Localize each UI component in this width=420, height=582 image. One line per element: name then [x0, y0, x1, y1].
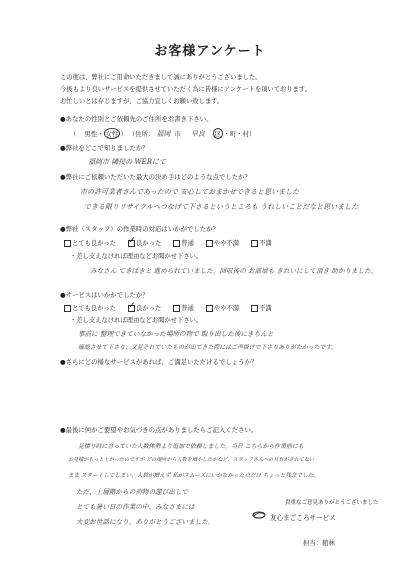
q1-question: ●あなたの性別とご依頼先のご住所をお書き下さい。 [60, 115, 213, 123]
q1-paren-open: （ [70, 130, 77, 138]
q4-option-box[interactable] [206, 240, 213, 247]
q5-reason-1: 事前に 整理できていなかった場所の物で 取り出した後にきちんと [78, 330, 274, 338]
q1-paren-close: ） [120, 130, 127, 138]
intro-line-2: 今後もより良いサービスを提供させていただく為に皆様にアンケートを頂いております。 [60, 86, 311, 93]
q2-answer: 福岡市 隣接の WEBにて [88, 158, 166, 166]
q4-option-box[interactable] [173, 240, 180, 247]
q4-option-label: 不満 [259, 240, 272, 247]
q5-option-label: 普通 [181, 305, 194, 312]
q4-option-box[interactable] [64, 240, 71, 247]
q5-option-label: 良かった [136, 305, 162, 312]
q4-question: ●弊社（スタッフ）の作業時の対応はいかがでしたか？ [60, 225, 219, 233]
q5-options [64, 303, 282, 312]
praise-note: 貴重なご意見ありがとうございました [285, 500, 379, 506]
q4-option-label: とても良かった [72, 240, 117, 247]
q3-answer-2: できる限りリサイクルへつなげて下さるというところも うれしいことだなと思いました [84, 203, 359, 211]
q4-option-label: 良かった [136, 240, 162, 247]
staff-name: 館林 [322, 539, 335, 547]
q3-answer-1: 市の許可業者さんであったので 安心しておまかせできると思いました [80, 188, 300, 196]
q5-option-box[interactable] [251, 305, 258, 312]
q5-option-label: とても良かった [72, 305, 117, 312]
q7-question: ●最後に何かご要望やお気づきの点がありましたらご記入ください。 [60, 426, 258, 434]
q6-question: ●さらにどの様なサービスがあれば、ご満足いただけるでしょうか？ [60, 358, 258, 366]
q1-dot: ・ [97, 130, 104, 138]
intro-line-1: この度は、弊社にご用命いただきまして誠にありがとうございました。 [60, 74, 262, 81]
q7-line-2: お見積がもっと上がったのですが どの場所から人数を増やしたかなど、スタッフさんへの共有がされてない [68, 457, 315, 463]
q5-option-label: 不満 [259, 305, 272, 312]
q5-option-box-checked[interactable] [128, 305, 135, 312]
q5-option-box[interactable] [173, 305, 180, 312]
q1-male: 男性 [84, 130, 98, 138]
q1-female-circled: 女性 [105, 130, 119, 138]
q1-town-village: ・町・村） [223, 130, 256, 138]
q5-option-label: やや不満 [213, 305, 240, 312]
q1-ward-suffix-circled: 区 [214, 130, 222, 138]
q5-option-box[interactable] [206, 305, 213, 312]
q4-reason-label: ・差し支えなければ理由などお聞かせ下さい。 [70, 253, 203, 260]
q7-line-3: まま スタートしてしまい、人数が増えず 私がスムーズにいかなかった点だけ ちょっと残念でした。 [68, 473, 319, 479]
q4-option-box-checked[interactable] [128, 240, 135, 247]
staff-line [303, 538, 335, 547]
q4-options [64, 238, 282, 247]
q7-line-5: とても暑い日の作業の中、みなさまには [76, 503, 195, 511]
q1-answer-row [70, 128, 255, 139]
q2-question: ●弊社をどこで知りましたか？ [60, 144, 149, 152]
q5-option-box[interactable] [64, 305, 71, 312]
company-name: 友心まごころサービス [270, 514, 336, 522]
q4-option-label: やや不満 [213, 240, 240, 247]
q3-question: ●弊社にご依頼いただいた最大の決め手はどのような点でしたか？ [60, 173, 251, 181]
survey-title: お客様アンケート [154, 44, 266, 59]
q7-line-1: 見積り時に言っていた人数体勢より追加で依頼しました。当日 こちらから作業前にも [78, 444, 304, 450]
q1-city-suffix: 市 [174, 130, 181, 138]
q1-address-label: （住所： [128, 130, 155, 138]
q1-prefecture: 福岡 [156, 130, 171, 138]
q1-ward: 早良 [190, 130, 205, 138]
q5-question: ●サービスはいかがでしたか？ [60, 291, 149, 299]
q5-reason-2: 確認させて下さり、又見それていたものが出てきた際にはご声掛けで下さりありがたかったです。 [78, 345, 337, 351]
q4-reason: みなさん てきぱきと 進められていました。回収後の お部屋も きれいにして頂き 助かりました。 [90, 267, 378, 275]
q7-line-6: 大変お世話になり、ありがとうございました。 [76, 518, 215, 526]
q7-line-4: ただ、上層階からの荷物の運び出しで [76, 488, 189, 496]
intro-line-3: お忙しいとは存じますが、ご協力宜しくお願い致します。 [60, 98, 224, 105]
q4-option-label: 普通 [181, 240, 194, 247]
q5-reason-label: ・差し支えなければ理由などお聞かせ下さい。 [70, 317, 203, 324]
staff-label: 担当： [303, 539, 323, 547]
company-logo-icon [252, 511, 266, 519]
q4-option-box[interactable] [251, 240, 258, 247]
